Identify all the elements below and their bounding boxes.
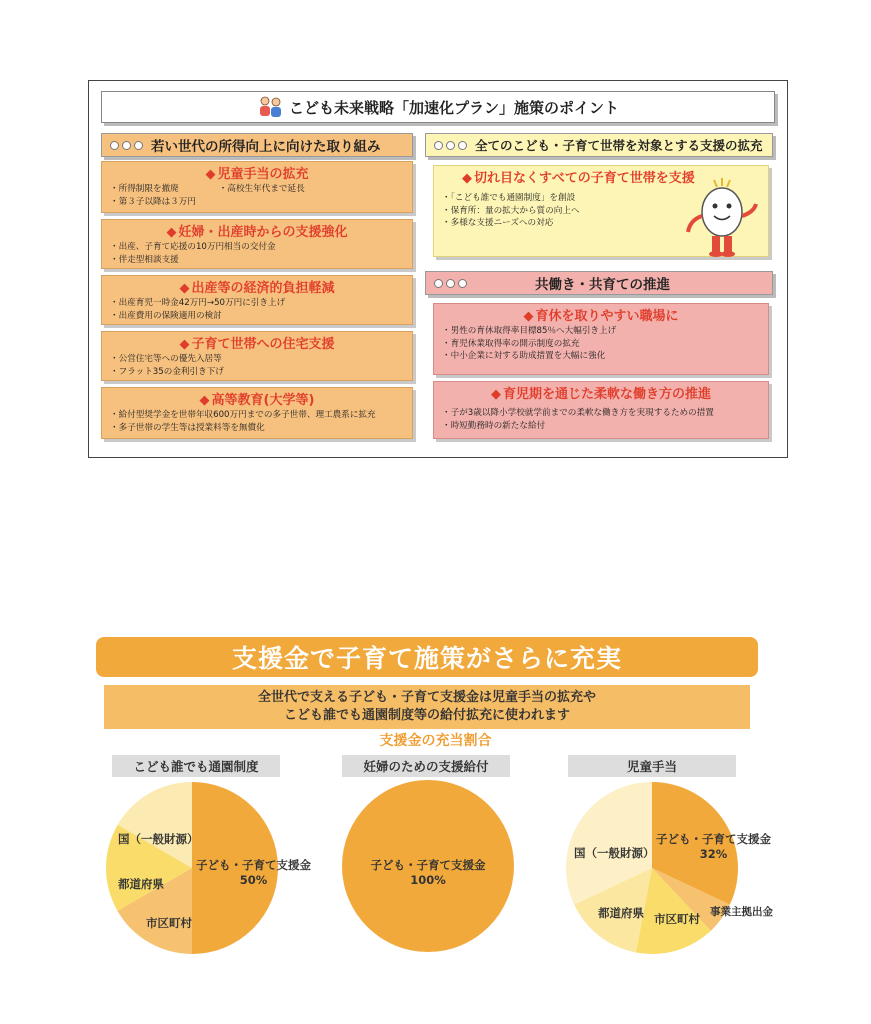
pie-label-municipality: 市区町村 bbox=[146, 916, 192, 930]
right-top-header bbox=[425, 133, 773, 157]
slice-value: 100% bbox=[410, 873, 446, 887]
card-line: ・時短勤務時の新たな給付 bbox=[442, 420, 546, 431]
card-parental-leave bbox=[433, 303, 769, 375]
card-title: ◆ 育休を取りやすい職場に bbox=[442, 308, 760, 325]
pie-label-support-fund bbox=[656, 832, 771, 862]
card-title: ◆ 子育て世帯への住宅支援 bbox=[110, 336, 404, 353]
pie-label-prefecture: 都道府県 bbox=[598, 906, 644, 920]
card-line: ・出産育児一時金42万円→50万円に引き上げ bbox=[110, 298, 286, 308]
pie-label-national: 国（一般財源） bbox=[574, 846, 655, 860]
support-fund-banner: 支援金で子育て施策がさらに充実 bbox=[96, 637, 758, 677]
pie-label-support-fund bbox=[362, 858, 494, 888]
dots-icon bbox=[434, 279, 467, 288]
card-title: ◆ 児童手当の拡充 bbox=[110, 166, 404, 183]
description-line: こども誰でも通園制度等の給付拡充に使われます bbox=[283, 708, 570, 723]
slice-value: 50% bbox=[239, 873, 268, 887]
card-line: ・出産、子育て応援の10万円相当の交付金 bbox=[110, 242, 276, 252]
pie-label-support-fund bbox=[196, 858, 311, 888]
policy-points-figure bbox=[88, 80, 788, 458]
card-title: ◆ 妊婦・出産時からの支援強化 bbox=[110, 224, 404, 241]
right-top-header-text: 全てのこども・子育て世帯を対象とする支援の拡充 bbox=[475, 138, 763, 153]
right-bottom-header-text: 共働き・共育ての推進 bbox=[535, 277, 670, 293]
card-pregnancy-support bbox=[101, 219, 413, 269]
pie-label-employer: 事業主拠出金 bbox=[710, 906, 773, 918]
card-housing-support bbox=[101, 331, 413, 381]
pie-label-national: 国（一般財源） bbox=[118, 832, 199, 846]
dots-icon bbox=[110, 141, 143, 150]
allocation-ratio-title: 支援金の充当割合 bbox=[379, 733, 492, 749]
slice-label: 子ども・子育て支援金 bbox=[656, 832, 771, 846]
card-flexible-work bbox=[433, 381, 769, 439]
card-birth-cost bbox=[101, 275, 413, 325]
card-line: ・フラット35の金利引き下げ bbox=[110, 366, 224, 377]
card-all-households bbox=[433, 165, 769, 257]
slice-value: 32% bbox=[699, 847, 728, 861]
card-line: ・「こども誰でも通園制度」を創設 bbox=[442, 193, 576, 203]
pie-title-child-allowance: 児童手当 bbox=[568, 755, 736, 777]
card-line: ・多子世帯の学生等は授業料等を無償化 bbox=[110, 422, 265, 433]
card-line: ・男性の育休取得率目標85％へ大幅引き上げ bbox=[442, 326, 617, 336]
card-higher-education bbox=[101, 387, 413, 439]
figure-title: こども未来戦略「加速化プラン」施策のポイント bbox=[288, 98, 619, 117]
card-title: ◆ 育児期を通じた柔軟な働き方の推進 bbox=[442, 386, 760, 403]
card-title: ◆ 切れ目なくすべての子育て世帯を支援 bbox=[442, 170, 760, 187]
description-line: 全世代で支える子ども・子育て支援金は児童手当の拡充や bbox=[257, 690, 596, 705]
card-line: ・子が3歳以降小学校就学前までの柔軟な働き方を実現するための措置 bbox=[442, 408, 714, 418]
card-line: ・給付型奨学金を世帯年収600万円までの多子世帯、理工農系に拡充 bbox=[110, 410, 376, 420]
card-line: ・多様な支援ニーズへの対応 bbox=[442, 218, 554, 228]
left-column-header bbox=[101, 133, 413, 157]
children-icon bbox=[257, 96, 283, 118]
card-line: ・伴走型相談支援 bbox=[110, 254, 179, 265]
card-line: ・保育所：量の拡大から質の向上へ bbox=[442, 205, 580, 216]
figure-title-box bbox=[101, 91, 775, 123]
slice-label: 子ども・子育て支援金 bbox=[370, 858, 486, 872]
pie-chart-child-allowance bbox=[564, 780, 740, 956]
pie-title-nursery: こども誰でも通園制度 bbox=[112, 755, 280, 777]
right-bottom-header bbox=[425, 271, 773, 295]
card-line: ・育児休業取得率の開示制度の拡充 bbox=[442, 338, 580, 349]
dots-icon bbox=[434, 141, 467, 150]
card-line: ・中小企業に対する助成措置を大幅に強化 bbox=[442, 351, 606, 361]
card-line: ・公営住宅等への優先入居等 bbox=[110, 354, 222, 364]
card-line: ・第３子以降は３万円 bbox=[110, 196, 196, 207]
card-title: ◆ 高等教育(大学等) bbox=[110, 392, 404, 409]
card-child-allowance bbox=[101, 161, 413, 213]
card-line: ・所得制限を撤廃 bbox=[110, 184, 179, 194]
card-line: ・出産費用の保険適用の検討 bbox=[110, 310, 222, 321]
left-column-header-text: 若い世代の所得向上に向けた取り組み bbox=[151, 139, 381, 155]
pie-label-municipality: 市区町村 bbox=[654, 912, 700, 926]
support-fund-description bbox=[104, 685, 750, 729]
mascot-icon bbox=[684, 176, 760, 260]
slice-label: 子ども・子育て支援金 bbox=[196, 858, 311, 872]
card-line: ・高校生年代まで延長 bbox=[218, 184, 305, 194]
pie-title-pregnancy: 妊婦のための支援給付 bbox=[342, 755, 510, 777]
pie-label-prefecture: 都道府県 bbox=[118, 877, 164, 891]
card-title: ◆ 出産等の経済的負担軽減 bbox=[110, 280, 404, 297]
